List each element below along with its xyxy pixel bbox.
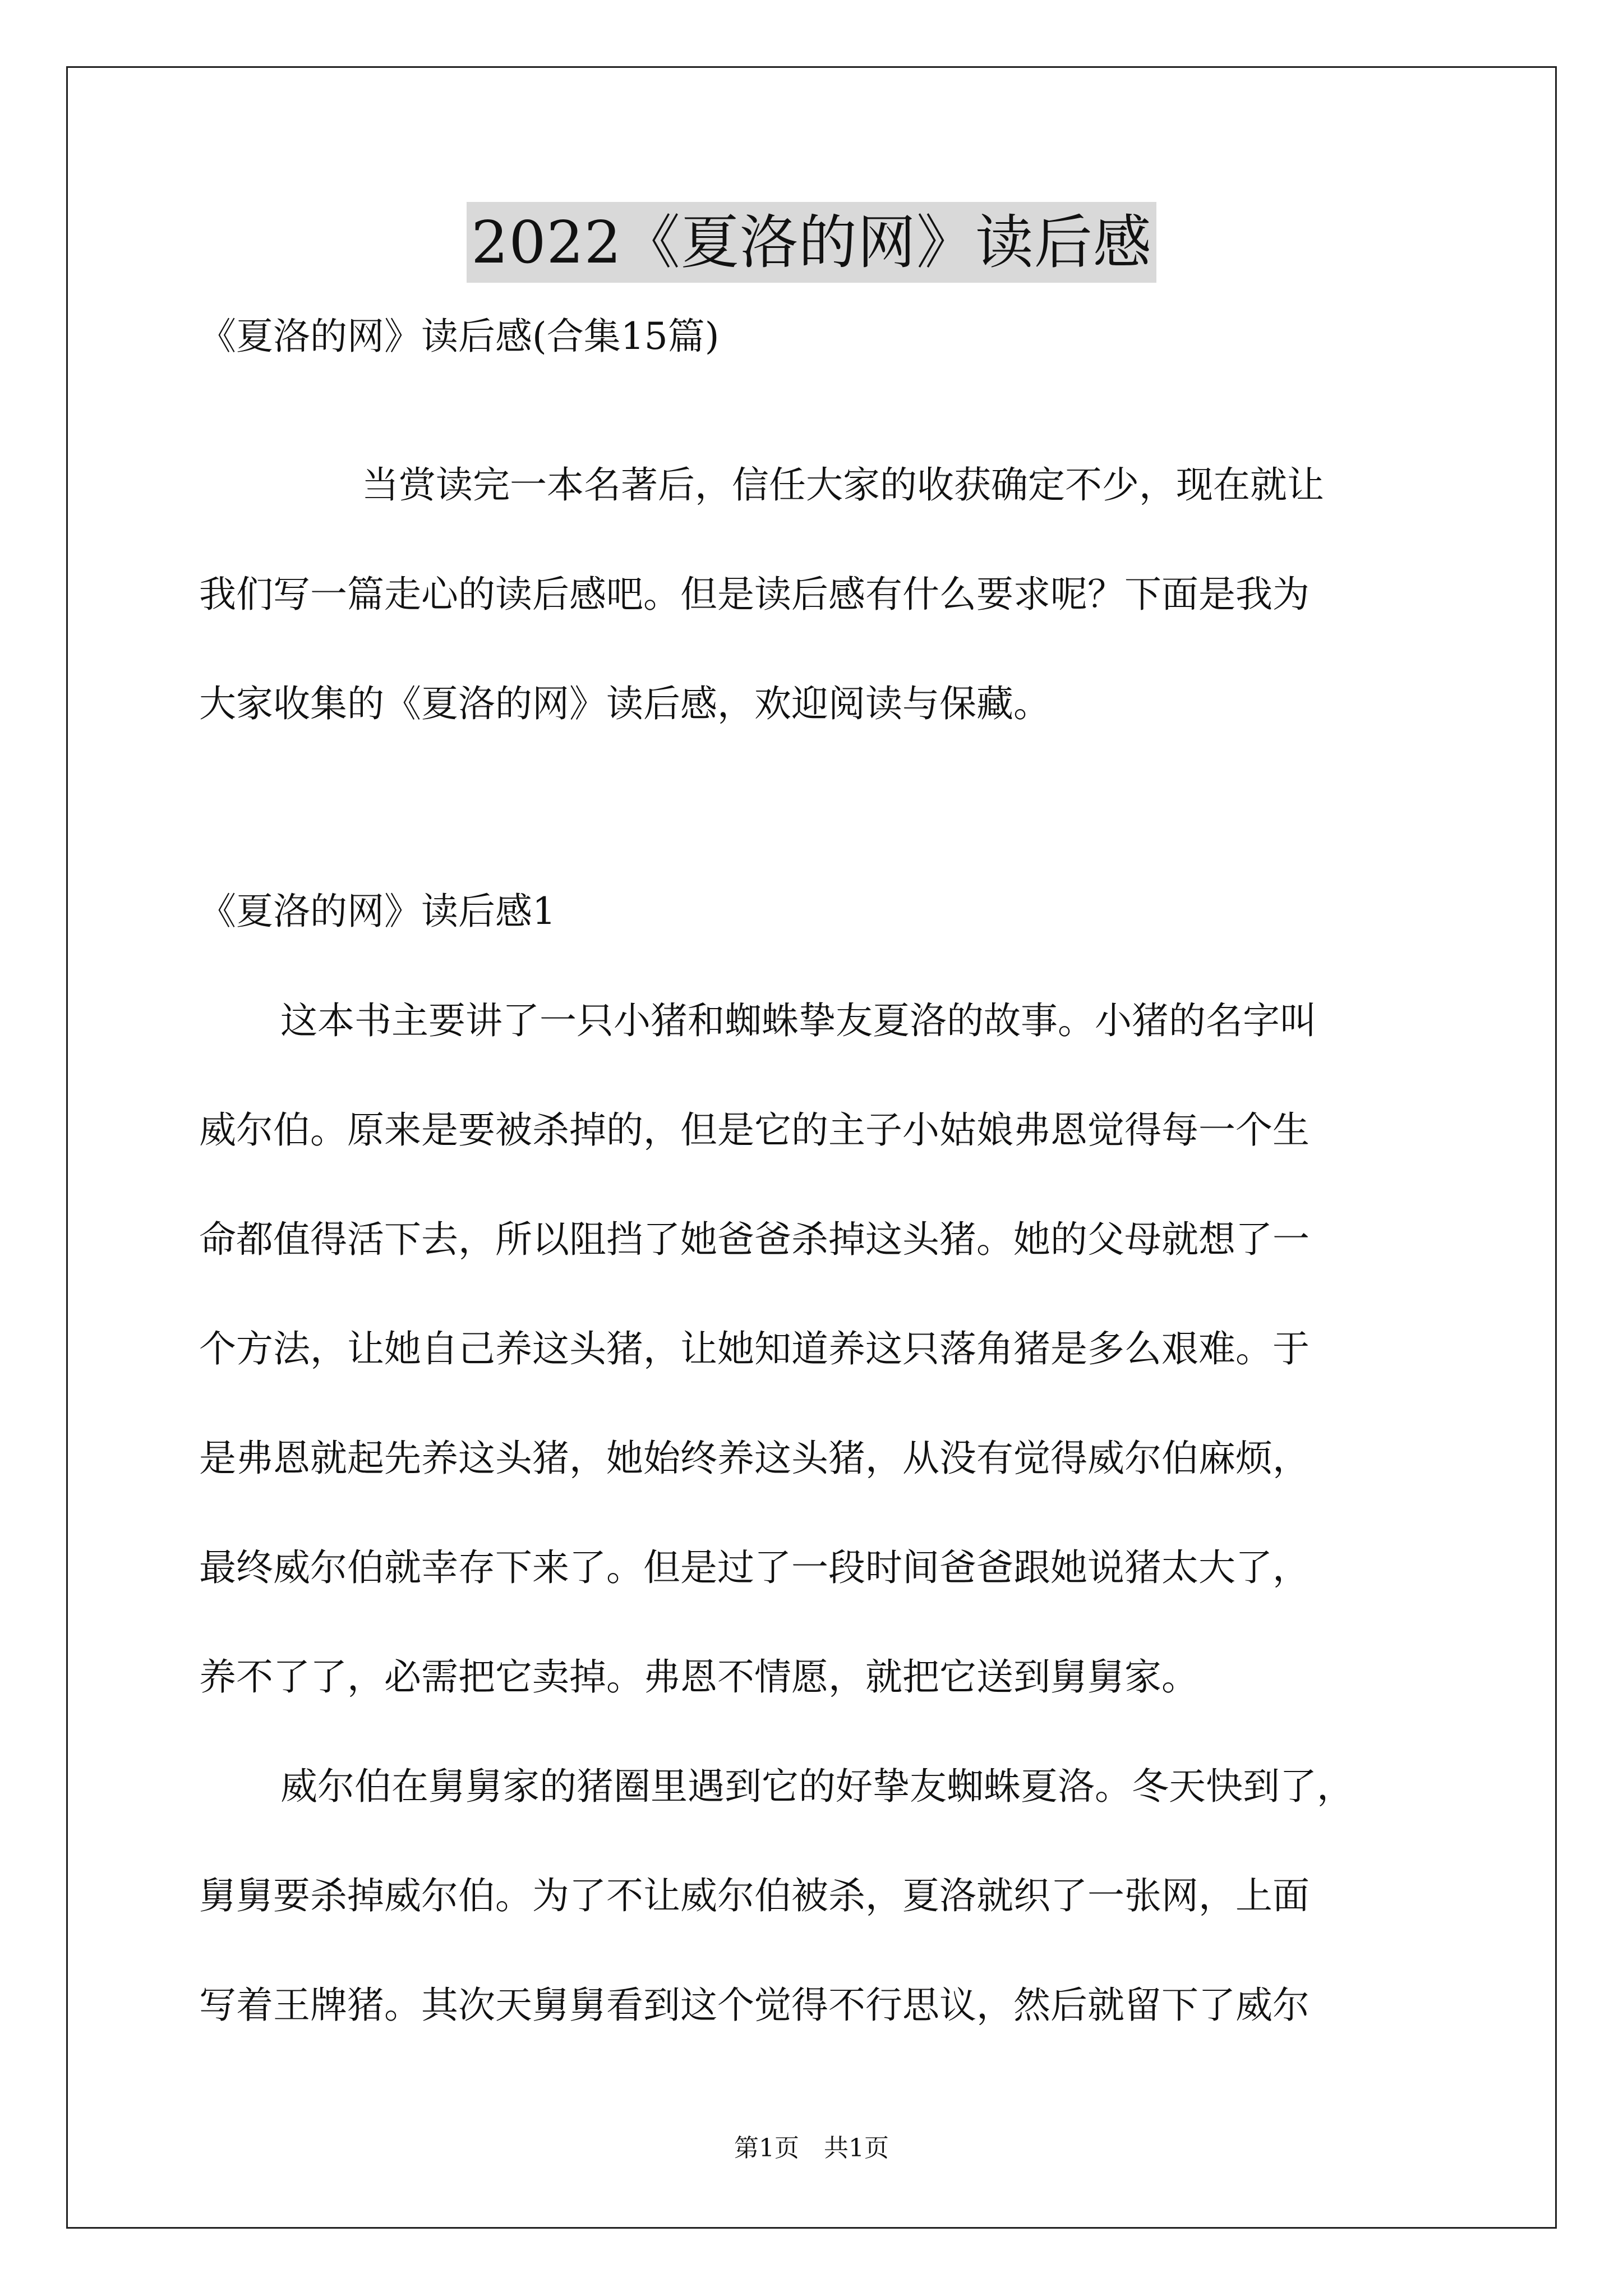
body-line: 个方法，让她自己养这头猪，让她知道养这只落角猪是多么艰难。于 (199, 1327, 1310, 1370)
title-container (0, 202, 1623, 283)
body-line: 舅舅要杀掉威尔伯。为了不让威尔伯被杀，夏洛就织了一张网，上面 (199, 1874, 1310, 1917)
intro-line: 我们写一篇走心的读后感吧。但是读后感有什么要求呢？下面是我为 (199, 573, 1310, 616)
body-line: 是弗恩就起先养这头猪，她始终养这头猪，从没有觉得威尔伯麻烦， (199, 1437, 1310, 1480)
document-title: 2022《夏洛的网》读后感 (467, 202, 1156, 283)
section-heading: 《夏洛的网》读后感1 (199, 890, 556, 933)
body-line: 威尔伯。原来是要被杀掉的，但是它的主子小姑娘弗恩觉得每一个生 (199, 1108, 1310, 1152)
intro-line: 当赏读完一本名著后，信任大家的收获确定不少，现在就让 (362, 463, 1324, 507)
body-line: 写着王牌猪。其次天舅舅看到这个觉得不行思议，然后就留下了威尔 (199, 1984, 1310, 2027)
body-line: 养不了了，必需把它卖掉。弗恩不情愿，就把它送到舅舅家。 (199, 1655, 1198, 1699)
document-subtitle: 《夏洛的网》读后感(合集15篇) (199, 315, 720, 358)
page-footer: 第1页 共1页 (734, 2134, 889, 2162)
body-line: 最终威尔伯就幸存下来了。但是过了一段时间爸爸跟她说猪太大了， (199, 1546, 1310, 1589)
body-line: 威尔伯在舅舅家的猪圈里遇到它的好挚友蜘蛛夏洛。冬天快到了， (280, 1765, 1354, 1808)
body-line: 命都值得活下去，所以阻挡了她爸爸杀掉这头猪。她的父母就想了一 (199, 1218, 1310, 1261)
intro-line: 大家收集的《夏洛的网》读后感，欢迎阅读与保藏。 (199, 682, 1050, 725)
body-line: 这本书主要讲了一只小猪和蜘蛛挚友夏洛的故事。小猪的名字叫 (280, 999, 1317, 1042)
